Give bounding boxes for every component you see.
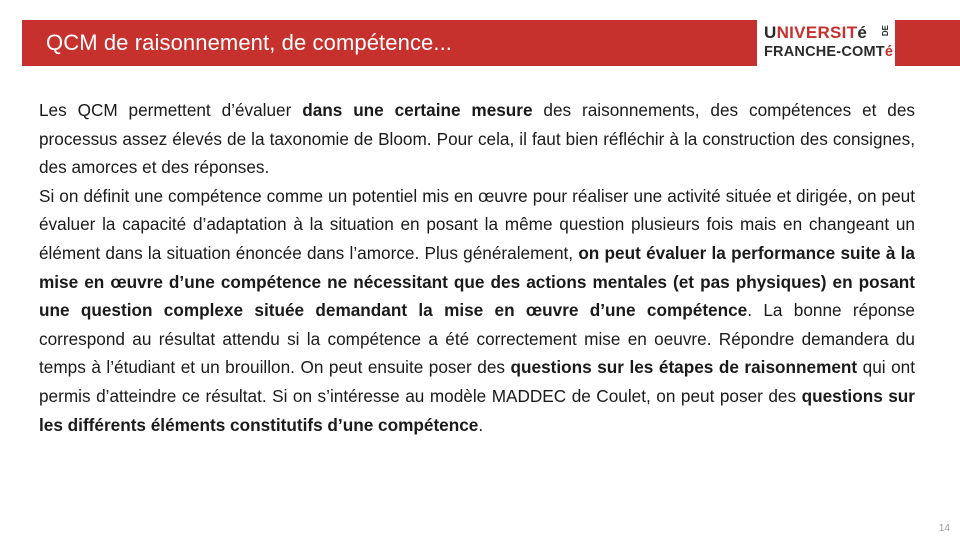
page-number: 14 [938,523,950,534]
slide-title: QCM de raisonnement, de compétence... [46,30,453,55]
bold-text: on peut évaluer la performance suite à la mise en œuvre d’une compétence ne nécessitant que des actions mentales (et pas physiques) en posant une question complexe située demandant la mise en œuvre d’une compétence [39,242,915,321]
paragraph [39,182,915,439]
university-logo [757,19,895,67]
text-run: qui ont permis d’atteindre ce résultat. Si on s’intéresse au modèle MADDEC de Coulet, on peut poser des [39,357,915,406]
logo-line-franche-comte: FRANCHE-COMTé [764,44,894,60]
logo-line-universite: UNIVERSITé [764,23,868,42]
text-run: Si on définit une compétence comme un potentiel mis en œuvre pour réaliser une activité située et dirigée, on peut évaluer la capacité d’adaptation à la situation en posant la même question plusieurs fois mais en changeant un élément dans la situation énoncée dans l’amorce. Plus généralement, [39,185,915,263]
body-text [39,96,915,439]
text-run: Les QCM permettent d’évaluer [39,100,303,120]
text-run: . La bonne réponse correspond au résultat attendu si la compétence a été correctement mise en oeuvre. Répondre demandera du temps à l’étudiant et un brouillon. On peut ensuite poser des [39,300,915,378]
bold-text: questions sur les différents éléments constitutifs d’une compétence [39,385,915,435]
logo-de: DE [881,25,890,37]
bold-text: questions sur les étapes de raisonnement [510,357,858,378]
text-run: . [478,414,484,435]
paragraph [39,96,915,182]
text-run: des raisonnements, des compétences et des processus assez élevés de la taxonomie de Bloom. Pour cela, il faut bien réfléchir à la construction des consignes, des amorces et des réponses. [39,100,915,178]
bold-text: dans une certaine mesure [302,100,533,120]
